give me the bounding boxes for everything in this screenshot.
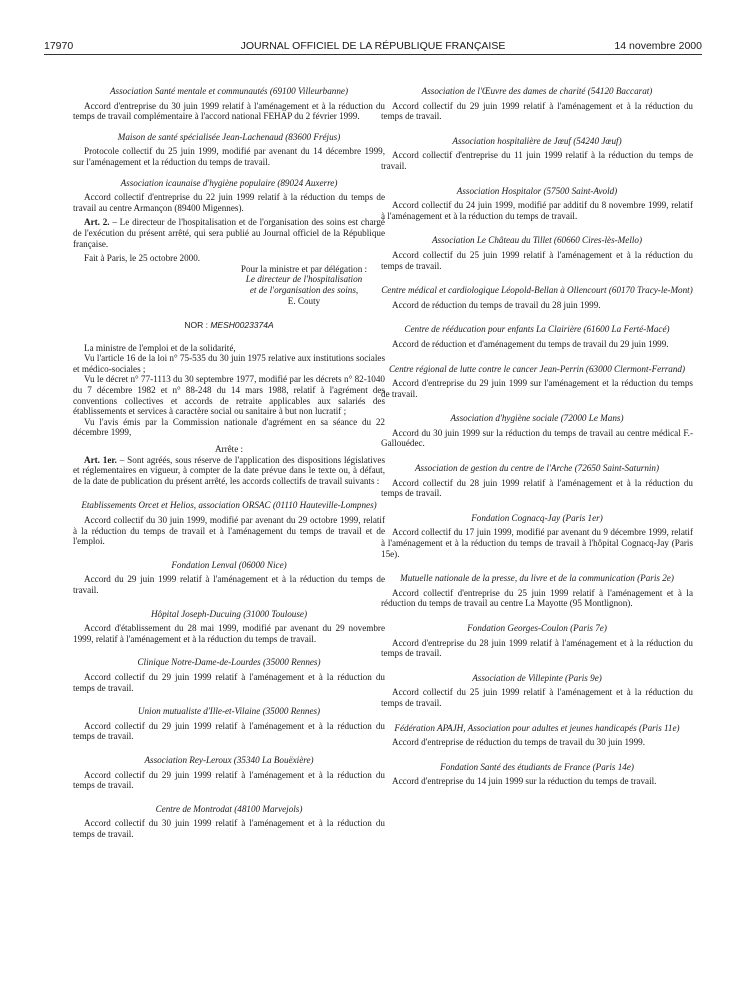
nor-code: MESH0023374A [210,320,274,331]
establishment-title: Fédération APAJH, Association pour adultes et jeunes handicapés (Paris 11e) [394,722,680,733]
signature-name: E. Couty [287,295,321,306]
establishment-title: Centre régional de lutte contre le cancer Jean-Perrin (63000 Clermont-Ferrand) [388,363,686,374]
establishment-title: Fondation Lenval (06000 Nice) [171,559,287,570]
agreement-entry [381,186,693,222]
agreement-entry [381,463,693,499]
agreement-text: Accord d'entreprise du 29 juin 1999 sur l'aménagement et la réduction du temps de travail. [381,378,693,399]
establishment-title: Centre de Montrodat (48100 Marvejols) [155,803,303,814]
agreement-entry [73,706,385,742]
establishment-title: Clinique Notre-Dame-de-Lourdes (35000 Rennes) [137,657,321,668]
right-column [381,86,693,787]
agreement-entry [73,609,385,645]
agreement-entry [381,136,693,172]
agreement-entry [381,364,693,400]
establishment-title: Fondation Georges-Coulon (Paris 7e) [467,623,607,633]
agreement-text: Accord collectif du 30 juin 1999, modifié par avenant du 29 octobre 1999, relatif à la réduction du temps de travail et à l'aménagement du temps de travail et de l'emploi. [73,515,385,547]
agreement-entry [381,723,693,748]
establishment-title: Association Le Château du Tillet (60660 Cires-lès-Mello) [431,235,643,246]
agreement-text: Accord de réduction et d'aménagement du temps de travail du 29 juin 1999. [392,338,669,349]
establishment-title: Union mutualiste d'Ille-et-Vilaine (35000 Rennes) [137,706,321,717]
agreement-entry [381,324,693,349]
establishment-title: Mutuelle nationale de la presse, du livre et de la communication (Paris 2e) [400,573,674,584]
journal-title: JOURNAL OFFICIEL DE LA RÉPUBLIQUE FRANÇAISE [240,40,506,52]
agreement-text: Protocole collectif du 25 juin 1999, modifié par avenant du 14 décembre 1999, sur l'aménagement et la réduction du temps de travail. [73,146,385,167]
agreement-entry [381,573,693,609]
nor-reference [73,320,385,331]
agreement-text: Accord de réduction du temps de travail du 28 juin 1999. [392,299,601,310]
article-1 [73,455,385,487]
establishment-title: Association icaunaise d'hygiène populaire (89024 Auxerre) [120,177,338,188]
article-2-label: Art. 2. [84,217,110,228]
agreement-entry [381,285,693,310]
agreement-text: Accord d'établissement du 28 mai 1999, modifié par avenant du 29 novembre 1999, relatif à l'aménagement et à la réduction du temps de travail. [73,623,385,644]
agreement-text: Accord d'entreprise du 28 juin 1999 relatif à l'aménagement et à la réduction du temps de travail. [381,637,693,659]
establishment-title: Etablissements Orcet et Helios, association ORSAC (01110 Hauteville-Lompnes) [81,500,377,511]
agreement-text: Accord collectif du 30 juin 1999 relatif à l'aménagement et à la réduction du temps de travail. [73,818,385,839]
agreement-entry [73,560,385,596]
issue-date: 14 novembre 2000 [614,40,702,52]
agreement-entry [73,500,385,546]
establishment-title: Association Santé mentale et communautés (69100 Villeurbanne) [109,86,349,96]
article-2-text: – Le directeur de l'hospitalisation et de l'organisation des soins est chargé de l'exécution du présent arrêté, qui sera publié au Journal officiel de la République française. [73,217,385,249]
establishment-title: Association Hospitalor (57500 Saint-Avold) [456,185,618,196]
agreement-entry [381,86,693,122]
article-2 [73,217,385,249]
agreement-entry [381,762,693,787]
agreement-text: Accord du 29 juin 1999 relatif à l'aménagement et à la réduction du temps de travail. [73,574,385,595]
establishment-title: Maison de santé spécialisée Jean-Lachenaud (83600 Fréjus) [117,131,341,142]
establishment-title: Fondation Santé des étudiants de France (Paris 14e) [440,761,634,772]
agreement-text: Accord collectif du 25 juin 1999 relatif à l'aménagement et à la réduction du temps de travail. [381,249,693,271]
article-1-text: – Sont agréés, sous réserve de l'application des dispositions législatives et réglementaires en vigueur, à compter de la date prévue dans le texte ou, à défaut, de la date de publication du présent arrêté, les accords collectifs de travail suivants : [73,454,385,486]
right-agreement-list [381,86,693,787]
agreement-text: Accord du 30 juin 1999 sur la réduction du temps de travail au centre médical F.-Gallouédec. [381,427,693,449]
establishment-title: Association de l'Œuvre des dames de charité (54120 Baccarat) [421,86,653,96]
establishment-title: Hôpital Joseph-Ducuing (31000 Toulouse) [150,608,308,619]
arrete: Arrête : [214,444,244,455]
preamble-paragraph: Vu le décret n° 77-1113 du 30 septembre 1977, modifié par les décrets n° 82-1040 du 7 décembre 1982 et n° 88-248 du 14 mars 1988, relatif à l'agrément des conventions collectives et accords de retraite applicables aux salariés des établissements et services à caractère social ou sanitaire à but non lucratif ; [73,374,385,417]
preamble-paragraph: Vu l'article 16 de la loi n° 75-535 du 30 juin 1975 relative aux institutions sociales et médico-sociales ; [73,353,385,374]
agreement-text: Accord collectif du 25 juin 1999 relatif à l'aménagement et à la réduction du temps de travail. [381,687,693,708]
page-number: 17970 [44,40,74,52]
agreement-entry [73,132,385,168]
left-agreement-list [73,500,385,839]
agreement-entry [381,235,693,271]
agreement-text: Accord collectif du 28 juin 1999 relatif à l'aménagement et à la réduction du temps de travail. [381,477,693,499]
nor-label: NOR : [184,320,211,331]
fait-a-paris: Fait à Paris, le 25 octobre 2000. [84,253,201,264]
establishment-title: Centre médical et cardiologique Léopold-Bellan à Ollencourt (60170 Tracy-le-Mont) [381,285,693,296]
agreement-entry [381,673,693,709]
establishment-title: Association hospitalière de Jœuf (54240 Jœuf) [452,135,622,146]
signature-block [223,264,385,306]
establishment-title: Association d'hygiène sociale (72000 Le Mans) [450,413,624,424]
establishment-title: Association de Villepinte (Paris 9e) [472,672,602,683]
agreement-entry [73,178,385,214]
top-entries [73,86,385,213]
preamble-paragraph: La ministre de l'emploi et de la solidarité, [84,342,236,353]
agreement-entry [381,623,693,659]
agreement-text: Accord d'entreprise du 30 juin 1999 relatif à l'aménagement et à la réduction du temps de travail complémentaire à l'accord national FEHAP du 2 février 1999. [73,100,385,122]
agreement-entry [73,86,385,122]
agreement-text: Accord collectif d'entreprise du 11 juin 1999 relatif à la réduction du temps de travail. [381,150,693,171]
agreement-entry [73,657,385,693]
agreement-entry [381,513,693,559]
left-column [73,86,385,839]
agreement-text: Accord collectif du 29 juin 1999 relatif à l'aménagement et à la réduction du temps de travail. [73,769,385,791]
agreement-entry [73,755,385,791]
agreement-entry [381,413,693,449]
agreement-text: Accord collectif du 29 juin 1999 relatif à l'aménagement et à la réduction du temps de travail. [381,100,693,122]
agreement-text: Accord collectif d'entreprise du 25 juin 1999 relatif à l'aménagement et à la réduction du temps de travail au centre La Mayotte (95 Montlignon). [381,587,693,609]
establishment-title: Fondation Cognacq-Jay (Paris 1er) [471,512,603,523]
agreement-text: Accord collectif du 17 juin 1999, modifié par avenant du 9 décembre 1999, relatif à l'aménagement et à la réduction du temps de travail à l'hôpital Cognacq-Jay (Paris 15e). [381,527,693,559]
agreement-text: Accord collectif du 29 juin 1999 relatif à l'aménagement et à la réduction du temps de travail. [73,720,385,742]
agreement-text: Accord collectif d'entreprise du 22 juin 1999 relatif à la réduction du temps de travail au centre Armançon (89400 Migennes). [73,192,385,213]
signature-line-2: Le directeur de l'hospitalisation [245,274,363,285]
establishment-title: Centre de rééducation pour enfants La Clairière (61600 La Ferté-Macé) [404,324,670,335]
signature-line-3: et de l'organisation des soins, [249,284,359,295]
preamble-paragraph: Vu l'avis émis par la Commission nationale d'agrément en sa séance du 22 décembre 1999, [73,416,385,438]
agreement-text: Accord collectif du 29 juin 1999 relatif à l'aménagement et à la réduction du temps de travail. [73,671,385,693]
signature-line-1: Pour la ministre et par délégation : [240,263,368,274]
agreement-entry [73,804,385,840]
establishment-title: Association Rey-Leroux (35340 La Bouëxière) [144,754,314,765]
agreement-text: Accord d'entreprise du 14 juin 1999 sur la réduction du temps de travail. [392,776,657,787]
establishment-title: Association de gestion du centre de l'Arche (72650 Saint-Saturnin) [414,463,660,474]
article-1-label: Art. 1er. [84,454,117,465]
agreement-text: Accord d'entreprise de réduction du temps de travail du 30 juin 1999. [392,737,646,748]
preamble [73,343,385,438]
page-header [44,40,702,55]
agreement-text: Accord collectif du 24 juin 1999, modifié par additif du 8 novembre 1999, relatif à l'aménagement et à la réduction du temps de travail. [381,200,693,221]
